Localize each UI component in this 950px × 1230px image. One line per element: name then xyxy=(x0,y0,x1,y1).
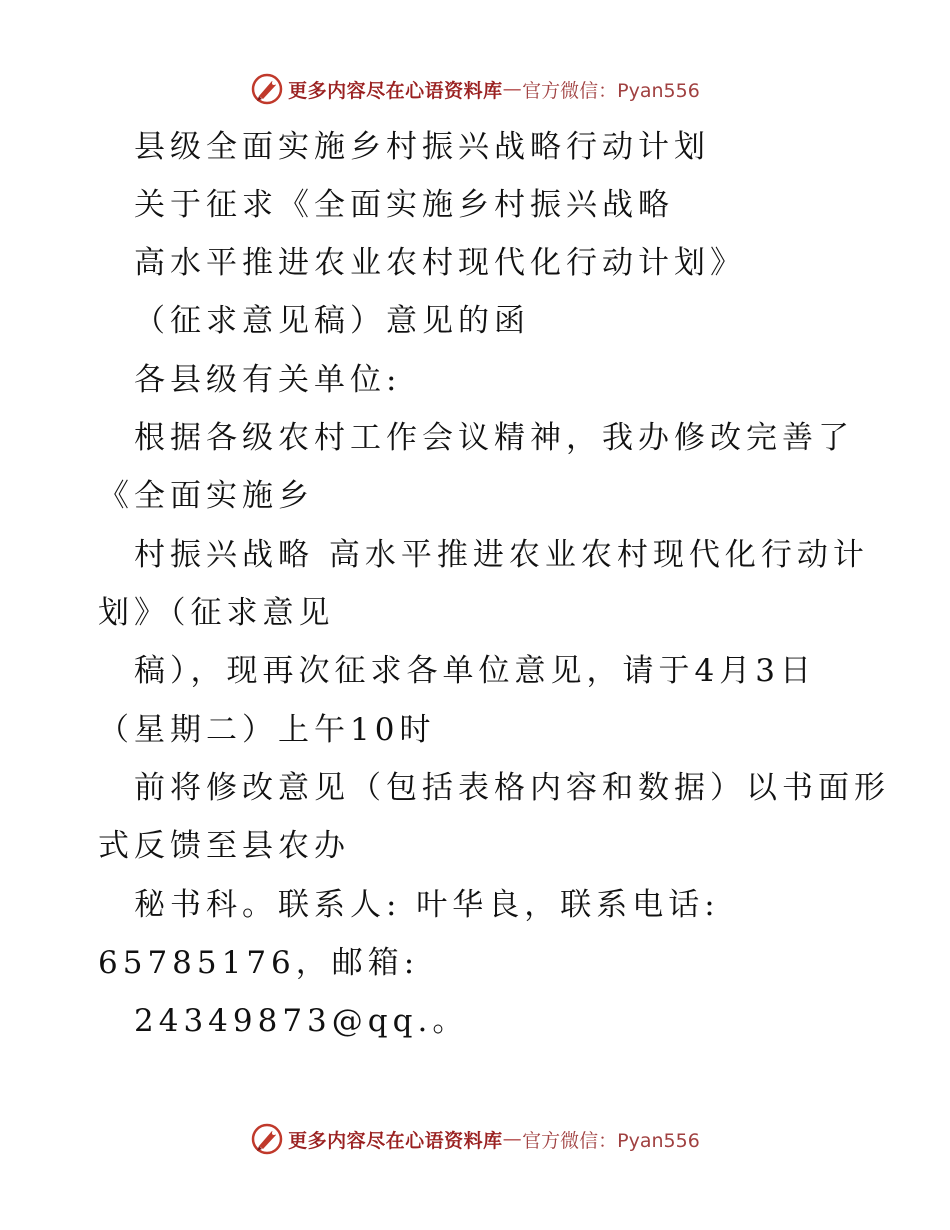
doc-body-line: 式反馈至县农办 xyxy=(98,828,350,864)
banner-wechat-id: 官方微信：Pyan556 xyxy=(522,1129,700,1152)
banner-site-name: 更多内容尽在心语资料库 xyxy=(288,79,503,102)
doc-title-line-4: （征求意见稿）意见的函 xyxy=(134,303,530,339)
banner-wechat-id: 官方微信：Pyan556 xyxy=(522,79,700,102)
doc-body-line: 前将修改意见（包括表格内容和数据）以书面形 xyxy=(134,770,890,806)
doc-body-line: （星期二）上午10时 xyxy=(98,712,436,748)
doc-body-line: 划》（征求意见 xyxy=(98,595,335,631)
doc-body-line: 根据各级农村工作会议精神，我办修改完善了 xyxy=(134,420,854,456)
doc-salutation: 各县级有关单位: xyxy=(134,362,402,398)
footer-watermark-banner xyxy=(0,1122,950,1156)
doc-phone-line: 65785176，邮箱: xyxy=(98,945,420,981)
banner-site-name: 更多内容尽在心语资料库 xyxy=(288,1129,503,1152)
doc-title-line-1: 县级全面实施乡村振兴战略行动计划 xyxy=(134,129,710,165)
doc-contact-line: 秘书科。联系人: 叶华良，联系电话: xyxy=(134,887,720,923)
doc-title-line-2: 关于征求《全面实施乡村振兴战略 xyxy=(134,187,674,223)
doc-body-line: 《全面实施乡 xyxy=(98,478,314,514)
doc-body-line: 村振兴战略 高水平推进农业农村现代化行动计 xyxy=(134,537,869,573)
doc-title-line-3: 高水平推进农业农村现代化行动计划》 xyxy=(134,245,746,281)
banner-dash: — xyxy=(502,78,523,100)
doc-email-line: 24349873@qq.。 xyxy=(134,1003,469,1039)
pen-logo-icon xyxy=(250,1122,284,1156)
doc-body-line: 稿），现再次征求各单位意见，请于4月3日 xyxy=(134,653,816,689)
banner-dash: — xyxy=(502,1128,523,1150)
